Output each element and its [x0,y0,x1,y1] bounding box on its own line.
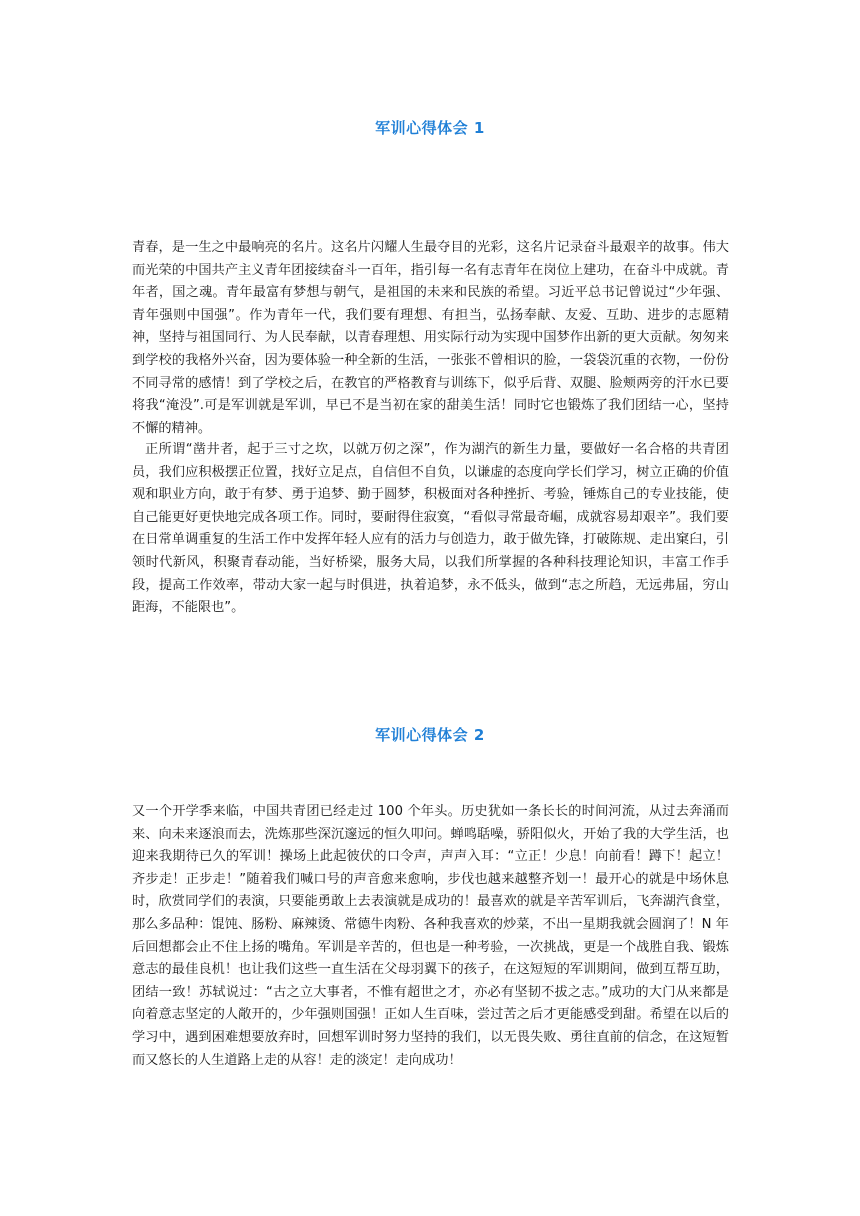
section-title: 军训心得体会 2 [375,726,485,744]
section-title: 军训心得体会 1 [375,119,485,137]
body-paragraph: 正所谓“凿井者，起于三寸之坎，以就万仞之深”，作为湖汽的新生力量，要做好一名合格的共青团员，我们应积极摆正位置，找好立足点，自信但不自负，以谦虚的态度向学长们学习，树立正确的价值观和职业方向，敢于有梦、勇于追梦、勤于圆梦，积极面对各种挫折、考验，锤炼自己的专业技能，使自己能更好更快地完成各项工作。同时，要耐得住寂寞，“看似寻常最奇崛，成就容易却艰辛”。我们要在日常单调重复的生活工作中发挥年轻人应有的活力与创造力，敢于做先锋，打破陈规、走出窠臼，引领时代新风，积聚青春动能，当好桥梁，服务大局，以我们所掌握的各种科技理论知识，丰富工作手段，提高工作效率，带动大家一起与时俱进，执着追梦，永不低头，做到“志之所趋，无远弗届，穷山距海，不能限也”。 [132,442,729,616]
body-paragraph: 又一个开学季来临，中国共青团已经走过 100 个年头。历史犹如一条长长的时间河流，从过去奔涌而来、向未来逐浪而去，洗炼那些深沉邃远的恒久叩问。蝉鸣聒噪，骄阳似火，开始了我的大学生活，也迎来我期待已久的军训！操场上此起彼伏的口令声，声声入耳：“立正！少息！向前看！蹲下！起立！齐步走！正步走！”随着我们喊口号的声音愈来愈响，步伐也越来越整齐划一！最开心的就是中场休息时，欣赏同学们的表演，只要能勇敢上去表演就是成功的！最喜欢的就是辛苦军训后，飞奔湖汽食堂，那么多品种：馄饨、肠粉、麻辣烫、常德牛肉粉、各种我喜欢的炒菜，不出一星期我就会圆润了！N 年后回想都会止不住上扬的嘴角。军训是辛苦的，但也是一种考验，一次挑战，更是一个战胜自我、锻炼意志的最佳良机！也让我们这些一直生活在父母羽翼下的孩子，在这短短的军训期间，做到互帮互助，团结一致！苏轼说过：“古之立大事者，不惟有超世之才，亦必有坚韧不拔之志。”成功的大门从来都是向着意志坚定的人敞开的，少年强则国强！正如人生百味，尝过苦之后才更能感受到甜。希望在以后的学习中，遇到困难想要放弃时，回想军训时努力坚持的我们，以无畏失败、勇往直前的信念，在这短暂而又悠长的人生道路上走的从容！走的淡定！走向成功！ [132,804,729,1068]
body-paragraph: 青春，是一生之中最响亮的名片。这名片闪耀人生最夺目的光彩，这名片记录奋斗最艰辛的故事。伟大而光荣的中国共产主义青年团接续奋斗一百年，指引每一名有志青年在岗位上建功，在奋斗中成就。青年者，国之魂。青年最富有梦想与朝气，是祖国的未来和民族的希望。习近平总书记曾说过“少年强、青年强则中国强”。作为青年一代，我们要有理想、有担当，弘扬奉献、友爱、互助、进步的志愿精神，坚持与祖国同行、为人民奉献，以青春理想、用实际行动为实现中国梦作出新的更大贡献。匆匆来到学校的我格外兴奋，因为要体验一种全新的生活，一张张不曾相识的脸，一袋袋沉重的衣物，一份份不同寻常的感情！到了学校之后，在教官的严格教育与训练下，似乎后背、双腿、脸颊两旁的汗水已要将我“淹没”.可是军训就是军训，早已不是当初在家的甜美生活！同时它也锻炼了我们团结一心，坚持不懈的精神。 [132,240,729,436]
